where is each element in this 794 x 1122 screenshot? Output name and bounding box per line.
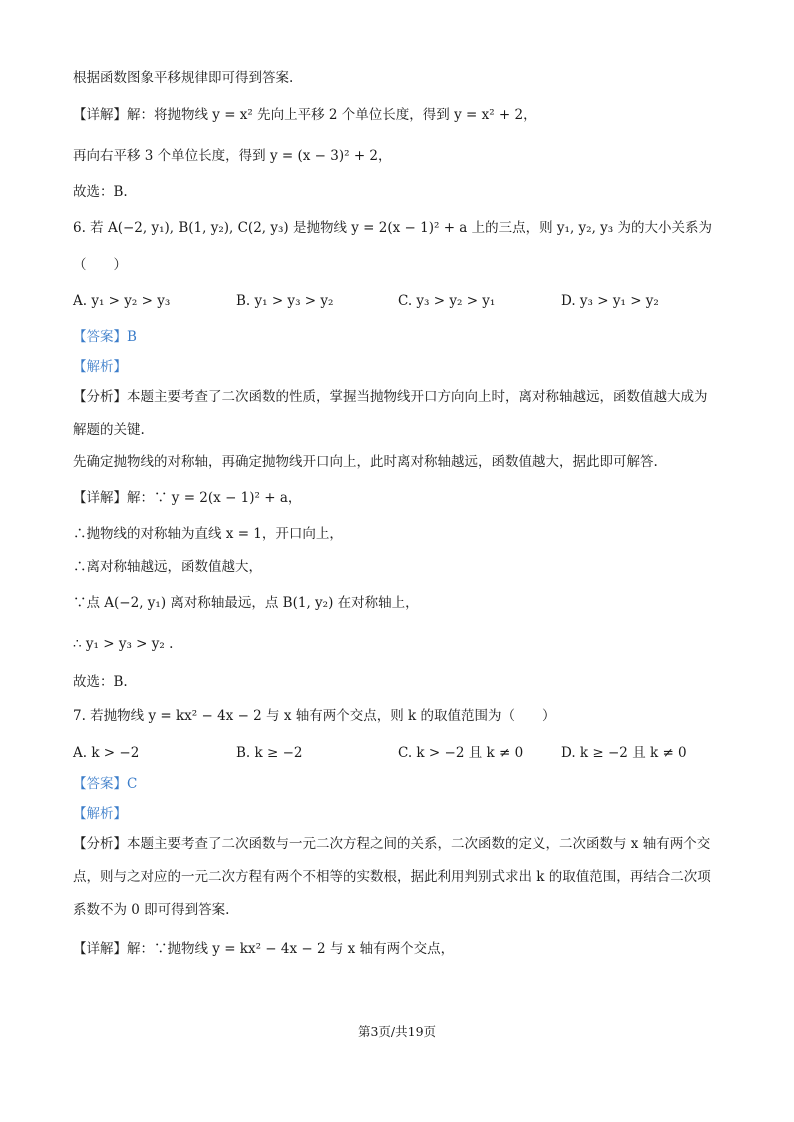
analysis-text: 系数不为 0 即可得到答案. — [73, 902, 230, 918]
question-6-stem: 6. 若 A(−2, y₁), B(1, y₂), C(2, y₃) 是抛物线 y = 2(x − 1)² + a 上的三点，则 y₁, y₂, y₃ 为的大小关系为 — [73, 220, 713, 236]
q6-option-b: B. y₁ > y₃ > y₂ — [236, 293, 334, 309]
analysis-text: 先确定抛物线的对称轴，再确定抛物线开口向上，此时离对称轴越远，函数值越大，据此即可解答. — [73, 454, 658, 470]
detail-line: ∴离对称轴越远，函数值越大， — [73, 559, 262, 575]
q6-option-a: A. y₁ > y₂ > y₃ — [73, 293, 171, 309]
detail-line: 【详解】解：∵ y = 2(x − 1)² + a， — [73, 490, 302, 506]
analysis-text: 点，则与之对应的一元二次方程有两个不相等的实数根，据此利用判别式求出 k 的取值范围，再结合二次项 — [73, 869, 711, 885]
analysis-text: 【分析】本题主要考查了二次函数与一元二次方程之间的关系，二次函数的定义，二次函数与 x 轴有两个交 — [73, 836, 711, 852]
detail-line: ∴ y₁ > y₃ > y₂ . — [73, 636, 174, 652]
q6-option-c: C. y₃ > y₂ > y₁ — [398, 293, 496, 309]
q7-option-a: A. k > −2 — [73, 745, 140, 761]
answer-choice-line: 故选：B. — [73, 674, 128, 690]
answer-label: 【答案】B — [73, 329, 137, 345]
answer-choice-line: 故选：B. — [73, 184, 128, 200]
analysis-label: 【解析】 — [73, 359, 127, 375]
analysis-text: 【分析】本题主要考查了二次函数的性质，掌握当抛物线开口方向向上时，离对称轴越远，函数值越大成为 — [73, 389, 708, 405]
text-line: 再向右平移 3 个单位长度，得到 y = (x − 3)² + 2， — [73, 148, 392, 164]
answer-label: 【答案】C — [73, 776, 138, 792]
question-6-bracket: （ ） — [73, 257, 127, 273]
q7-option-b: B. k ≥ −2 — [236, 745, 303, 761]
text-line: 根据函数图象平移规律即可得到答案. — [73, 70, 294, 86]
q7-option-c: C. k > −2 且 k ≠ 0 — [398, 745, 524, 761]
analysis-text: 解题的关键. — [73, 422, 145, 438]
q7-option-d: D. k ≥ −2 且 k ≠ 0 — [561, 745, 687, 761]
q6-option-d: D. y₃ > y₁ > y₂ — [561, 293, 659, 309]
detail-line: 【详解】解：将抛物线 y = x² 先向上平移 2 个单位长度，得到 y = x² + 2， — [73, 107, 537, 123]
question-7-stem: 7. 若抛物线 y = kx² − 4x − 2 与 x 轴有两个交点，则 k 的取值范围为（ ） — [73, 708, 556, 724]
detail-line: ∵点 A(−2, y₁) 离对称轴最远，点 B(1, y₂) 在对称轴上， — [73, 595, 419, 611]
detail-line: ∴抛物线的对称轴为直线 x = 1，开口向上， — [73, 526, 343, 542]
page-number: 第3页/共19页 — [357, 1024, 437, 1039]
analysis-label: 【解析】 — [73, 806, 127, 822]
detail-line: 【详解】解：∵抛物线 y = kx² − 4x − 2 与 x 轴有两个交点， — [73, 941, 455, 957]
